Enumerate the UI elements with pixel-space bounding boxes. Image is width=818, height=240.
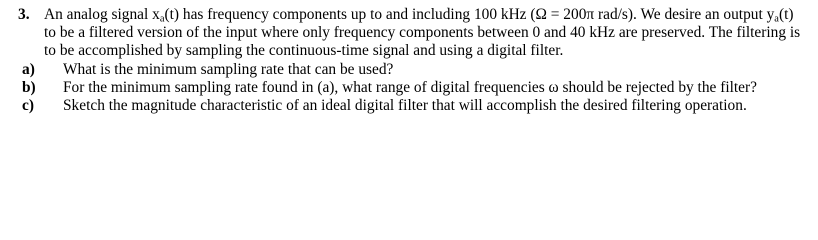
stem-text-3: (t) to be a filtered version of the input where only frequency components between 0 and 40 kHz are preserved. The filtering is to be accomplished by sampling the continuous-time signal and using a digital filter.	[44, 6, 801, 60]
part-label: a)	[22, 60, 35, 78]
part-a	[22, 61, 804, 79]
part-label: b)	[22, 78, 36, 96]
stem-text-2: (t) has frequency components up to and including 100 kHz (Ω = 200π rad/s). We desire an output y	[164, 6, 775, 23]
part-text: What is the minimum sampling rate that can be used?	[63, 60, 394, 78]
part-text: For the minimum sampling rate found in (a), what range of digital frequencies ω should be rejected by the filter?	[63, 78, 757, 96]
problem-stem	[44, 6, 804, 61]
stem-text-1: An analog signal x	[44, 6, 160, 23]
subscript-a: a	[159, 13, 165, 25]
problem-number: 3.	[18, 6, 30, 23]
part-text: Sketch the magnitude characteristic of an ideal digital filter that will accomplish the desired filtering operation.	[63, 97, 747, 115]
part-c	[22, 97, 804, 115]
problem-statement	[18, 6, 804, 61]
part-b	[22, 79, 804, 97]
problem-3	[0, 0, 818, 115]
problem-parts	[22, 61, 804, 116]
subscript-a: a	[774, 13, 779, 25]
part-label: c)	[22, 97, 34, 115]
